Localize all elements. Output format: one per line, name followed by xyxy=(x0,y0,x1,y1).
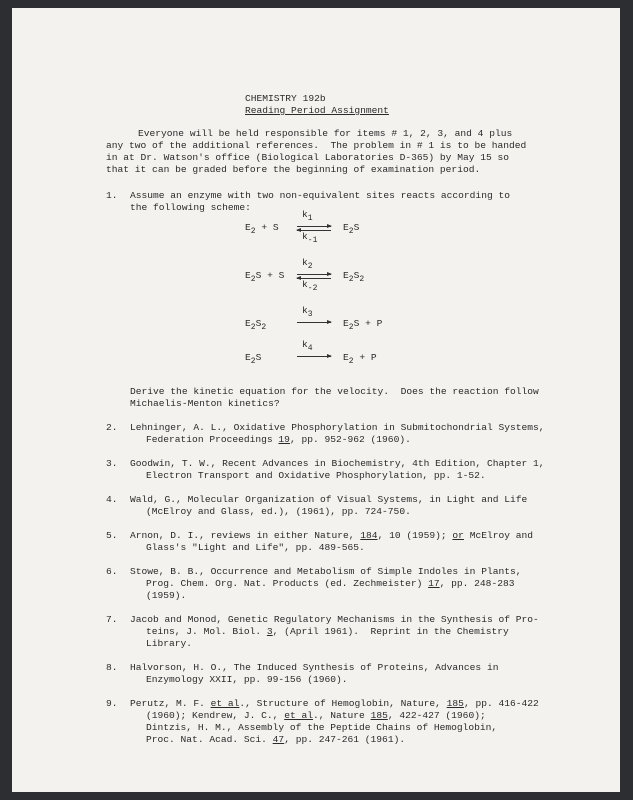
text-segment: Stowe, B. B., Occurrence and Metabolism of Simple Indoles in Plants, xyxy=(130,566,522,577)
subscript: 2 xyxy=(348,227,354,236)
reference-number: 8. xyxy=(106,662,118,673)
subscript: 2 xyxy=(250,275,256,284)
reference-line xyxy=(146,626,509,638)
document-title: CHEMISTRY 192b xyxy=(245,93,326,104)
subscript: 2 xyxy=(348,357,354,366)
reference-line xyxy=(146,590,186,602)
forward-arrow xyxy=(297,322,331,323)
text-segment: , pp. 247-261 (1961). xyxy=(284,734,406,745)
rate-constant-reverse xyxy=(302,279,317,292)
text-segment: , pp. 952-962 (1960). xyxy=(289,434,411,445)
subscript: 2 xyxy=(250,227,256,236)
formula-text: S + P xyxy=(353,318,383,329)
text-segment: ., Nature xyxy=(312,710,371,721)
formula-text: k xyxy=(302,257,308,268)
text-segment: Enzymology XXII, pp. 99-156 (1960). xyxy=(146,674,348,685)
rate-constant-forward xyxy=(302,339,313,352)
subscript: 2 xyxy=(261,323,267,332)
text-segment: Prog. Chem. Org. Nat. Products (ed. Zechmeister) xyxy=(146,578,429,589)
text-segment: teins, J. Mol. Biol. xyxy=(146,626,267,637)
equation-reactants xyxy=(245,270,284,283)
underlined-text: 184 xyxy=(360,530,378,541)
formula-text: E xyxy=(343,352,349,363)
formula-text: k xyxy=(302,279,308,290)
underlined-text: or xyxy=(452,530,464,541)
text-segment: , (April 1961). Reprint in the Chemistry xyxy=(272,626,509,637)
formula-text: S xyxy=(255,352,262,363)
equation-reactants xyxy=(245,352,261,365)
equation-products xyxy=(343,318,382,331)
reference-number: 6. xyxy=(106,566,118,577)
intro-line: Everyone will be held responsible for items # 1, 2, 3, and 4 plus xyxy=(138,128,513,139)
reference-number: 7. xyxy=(106,614,118,625)
formula-text: E xyxy=(245,318,251,329)
text-segment: , 422-427 (1960); xyxy=(387,710,486,721)
text-segment: , pp. 248-283 xyxy=(439,578,515,589)
reference-line xyxy=(130,494,527,506)
item-text-line: Assume an enzyme with two non-equivalent sites reacts according to xyxy=(130,190,510,201)
text-segment: (1959). xyxy=(146,590,187,601)
text-segment: Halvorson, H. O., The Induced Synthesis of Proteins, Advances in xyxy=(130,662,499,673)
underlined-text: 185 xyxy=(370,710,388,721)
text-segment: Proc. Nat. Acad. Sci. xyxy=(146,734,273,745)
rate-constant-forward xyxy=(302,257,313,270)
reference-line xyxy=(146,722,497,734)
forward-arrow xyxy=(297,356,331,357)
text-segment: Jacob and Monod, Genetic Regulatory Mechanisms in the Synthesis of Pro- xyxy=(130,614,539,625)
rate-constant-forward xyxy=(302,305,313,318)
equation-reactants xyxy=(245,222,279,235)
formula-text: S xyxy=(255,318,262,329)
formula-text: S xyxy=(353,270,360,281)
subscript: 2 xyxy=(307,262,313,271)
formula-text: k xyxy=(302,231,308,242)
text-segment: Perutz, M. F. xyxy=(130,698,211,709)
formula-text: k xyxy=(302,209,308,220)
reference-number: 2. xyxy=(106,422,118,433)
reference-number: 9. xyxy=(106,698,118,709)
reference-line xyxy=(130,566,522,578)
formula-text: + P xyxy=(353,352,377,363)
text-segment: (McElroy and Glass, ed.), (1961), pp. 724-750. xyxy=(146,506,411,517)
forward-arrow xyxy=(297,226,331,227)
item-question-line: Michaelis-Menton kinetics? xyxy=(130,398,280,409)
reference-line xyxy=(146,434,411,446)
subscript: 3 xyxy=(307,310,313,319)
text-segment: Wald, G., Molecular Organization of Visual Systems, in Light and Life xyxy=(130,494,528,505)
underlined-text: 19 xyxy=(278,434,290,445)
reference-line xyxy=(130,458,545,470)
item-text-line: the following scheme: xyxy=(130,202,251,213)
text-segment: (1960); Kendrew, J. C., xyxy=(146,710,285,721)
subscript: 2 xyxy=(359,275,365,284)
rate-constant-forward xyxy=(302,209,313,222)
reference-line xyxy=(146,734,405,746)
subscript: -1 xyxy=(307,236,318,245)
text-segment: Arnon, D. I., reviews in either Nature, xyxy=(130,530,361,541)
reference-line xyxy=(146,578,514,590)
forward-arrow xyxy=(297,274,331,275)
reference-number: 4. xyxy=(106,494,118,505)
reference-line xyxy=(146,470,486,482)
reference-line xyxy=(146,638,192,650)
formula-text: S + S xyxy=(255,270,285,281)
text-segment: Library. xyxy=(146,638,193,649)
equation-products xyxy=(343,222,359,235)
rate-constant-reverse xyxy=(302,231,317,244)
item-question-line: Derive the kinetic equation for the velocity. Does the reaction follow xyxy=(130,386,539,397)
intro-line: that it can be graded before the beginning of examination period. xyxy=(106,164,481,175)
reference-line xyxy=(146,710,486,722)
reference-line xyxy=(130,698,539,710)
reference-line xyxy=(130,662,498,674)
intro-line: any two of the additional references. The problem in # 1 is to be handed xyxy=(106,140,527,151)
underlined-text: 3 xyxy=(266,626,273,637)
text-segment: Dintzis, H. M., Assembly of the Peptide Chains of Hemoglobin, xyxy=(146,722,498,733)
subscript: -2 xyxy=(307,284,318,293)
underlined-text: 47 xyxy=(272,734,285,745)
formula-text: E xyxy=(245,270,251,281)
text-segment: Lehninger, A. L., Oxidative Phosphorylation in Submitochondrial Systems, xyxy=(130,422,545,433)
text-segment: Federation Proceedings xyxy=(146,434,279,445)
text-segment: Goodwin, T. W., Recent Advances in Biochemistry, 4th Edition, Chapter 1, xyxy=(130,458,545,469)
reference-number: 5. xyxy=(106,530,118,541)
subscript: 2 xyxy=(348,275,354,284)
formula-text: E xyxy=(343,318,349,329)
text-segment: ., Structure of Hemoglobin, Nature, xyxy=(239,698,447,709)
subscript: 2 xyxy=(250,323,256,332)
text-segment: Electron Transport and Oxidative Phosphorylation, pp. 1-52. xyxy=(146,470,486,481)
underlined-text: et al xyxy=(284,710,313,721)
intro-line: in at Dr. Watson's office (Biological Laboratories D-365) by May 15 so xyxy=(106,152,510,163)
text-segment: Glass's "Light and Life", pp. 489-565. xyxy=(146,542,365,553)
subscript: 2 xyxy=(348,323,354,332)
subscript: 4 xyxy=(307,344,313,353)
equation-reactants xyxy=(245,318,266,331)
formula-text: k xyxy=(302,339,308,350)
reference-number: 3. xyxy=(106,458,118,469)
formula-text: E xyxy=(245,352,251,363)
underlined-text: 17 xyxy=(428,578,440,589)
formula-text: E xyxy=(343,222,349,233)
text-segment: McElroy and xyxy=(463,530,534,541)
formula-text: + S xyxy=(255,222,279,233)
reference-line xyxy=(130,422,545,434)
equation-products xyxy=(343,352,377,365)
underlined-text: et al xyxy=(210,698,240,709)
subscript: 2 xyxy=(250,357,256,366)
reference-line xyxy=(146,506,411,518)
item-number: 1. xyxy=(106,190,118,201)
formula-text: S xyxy=(353,222,360,233)
formula-text: E xyxy=(245,222,251,233)
underlined-text: 185 xyxy=(446,698,464,709)
text-segment: , 10 (1959); xyxy=(377,530,453,541)
formula-text: k xyxy=(302,305,308,316)
formula-text: E xyxy=(343,270,349,281)
reference-line xyxy=(130,614,539,626)
reference-line xyxy=(146,542,365,554)
equation-products xyxy=(343,270,364,283)
document-subtitle: Reading Period Assignment xyxy=(245,105,389,116)
reference-line xyxy=(146,674,348,686)
reference-line xyxy=(130,530,533,542)
subscript: 1 xyxy=(307,214,313,223)
text-segment: , pp. 416-422 xyxy=(463,698,539,709)
